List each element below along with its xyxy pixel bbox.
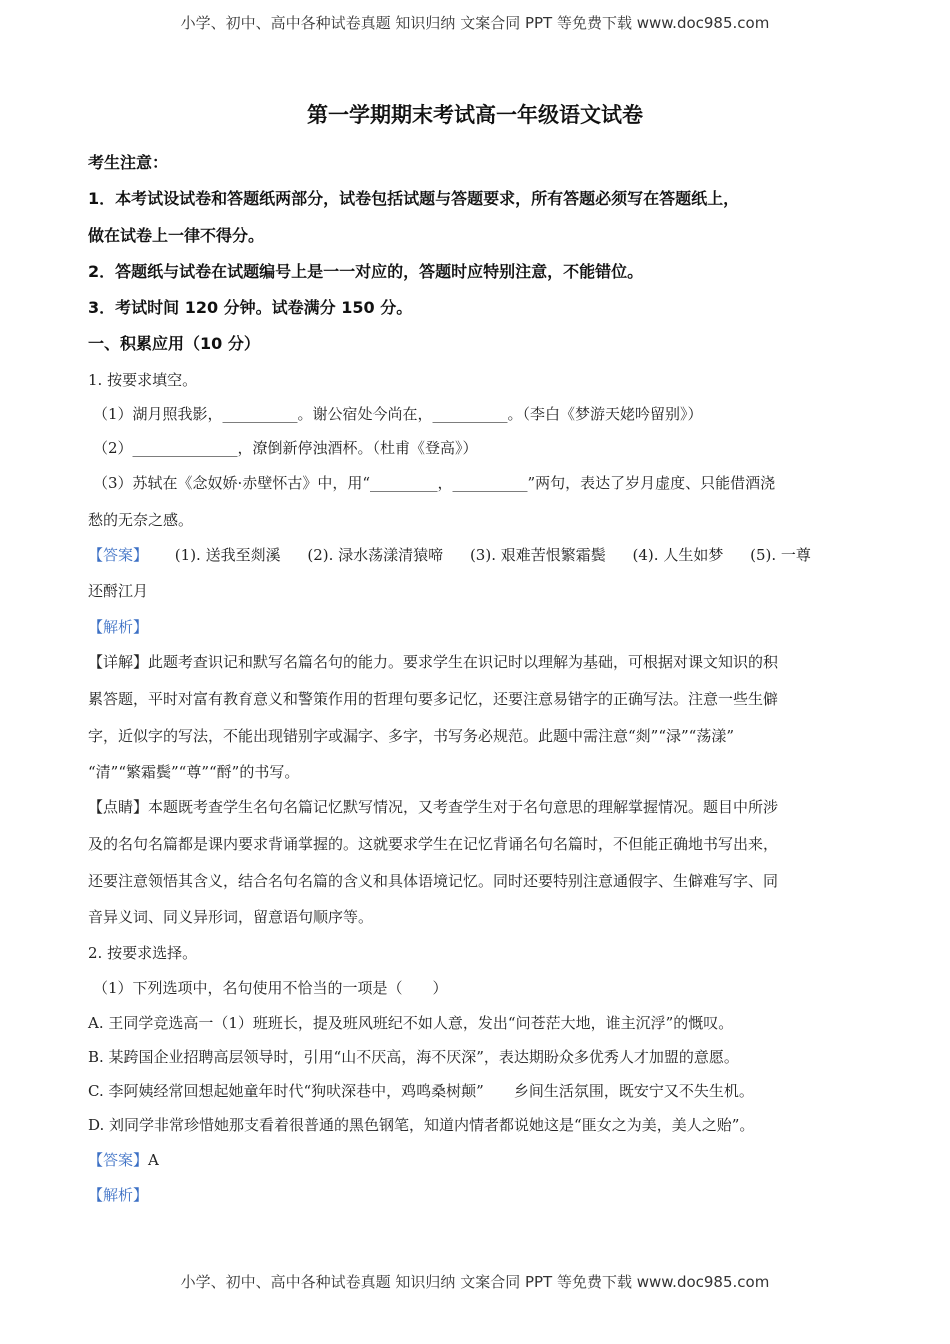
question-2-sub-1: （1）下列选项中，名句使用不恰当的一项是（ ） xyxy=(93,979,448,997)
exam-title: 第一学期期末考试高一年级语文试卷 xyxy=(307,103,643,127)
question-1-sub-1: （1）湖月照我影，__________。谢公宿处今尚在，__________。（李白《梦游天姥吟留别》） xyxy=(93,405,703,423)
answer-5: (5). 一尊 xyxy=(750,546,811,564)
question-1-sub-3: （3）苏轼在《念奴娇·赤壁怀古》中，用“_________，__________”两句，表达了岁月虚度、只能借酒浇 xyxy=(93,474,776,492)
comment-text-1: 本题既考查学生名句名篇记忆默写情况，又考查学生对于名句意思的理解掌握情况。题目中所涉 xyxy=(148,798,779,816)
question-1-answer xyxy=(88,545,868,565)
comment-tag: 【点睛】 xyxy=(88,798,149,816)
comment-text-2: 及的名句名篇都是课内要求背诵掌握的。这就要求学生在记忆背诵名句名篇时，不但能正确地书写出来， xyxy=(88,835,779,853)
question-1-stem: 1. 按要求填空。 xyxy=(88,371,198,389)
question-1-sub-3-cont: 愁的无奈之感。 xyxy=(88,511,194,529)
notice-item-3: 3．考试时间 120 分钟。试卷满分 150 分。 xyxy=(88,298,413,317)
option-b: B. 某跨国企业招聘高层领导时，引用“山不厌高，海不厌深”，表达期盼众多优秀人才加盟的意愿。 xyxy=(88,1048,739,1066)
option-d: D. 刘同学非常珍惜她那支看着很普通的黑色钢笔，知道内情者都说她这是“匪女之为美，美人之贻”。 xyxy=(88,1116,755,1134)
analysis-tag: 【解析】 xyxy=(88,1186,149,1204)
notice-heading: 考生注意： xyxy=(88,153,169,172)
answer-value: A xyxy=(148,1151,159,1169)
question-2-answer xyxy=(88,1150,868,1170)
analysis-tag: 【解析】 xyxy=(88,618,149,636)
answer-3: (3). 艰难苦恨繁霜鬓 xyxy=(469,546,606,564)
answer-tag: 【答案】 xyxy=(88,546,149,564)
page-header: 小学、初中、高中各种试卷真题 知识归纳 文案合同 PPT 等免费下载 www.doc985.com xyxy=(180,14,770,32)
option-c: C. 李阿姨经常回想起她童年时代“狗吠深巷中，鸡鸣桑树颠” 乡间生活氛围，既安宁又不失生机。 xyxy=(88,1082,754,1100)
question-2-stem: 2. 按要求选择。 xyxy=(88,944,198,962)
section-heading: 一、积累应用（10 分） xyxy=(88,334,260,353)
notice-item-1-cont: 做在试卷上一律不得分。 xyxy=(88,226,265,245)
question-1-sub-2: （2）______________，潦倒新停浊酒杯。（杜甫《登高》） xyxy=(93,439,478,457)
page-footer: 小学、初中、高中各种试卷真题 知识归纳 文案合同 PPT 等免费下载 www.doc985.com xyxy=(180,1273,770,1291)
notice-item-2: 2．答题纸与试卷在试题编号上是一一对应的，答题时应特别注意，不能错位。 xyxy=(88,262,644,281)
comment-text-4: 音异义词、同义异形词，留意语句顺序等。 xyxy=(88,908,374,926)
detail-text-1: 此题考查识记和默写名篇名句的能力。要求学生在识记时以理解为基础，可根据对课文知识的积 xyxy=(148,653,779,671)
detail-text-4: “清”“繁霜鬓”“尊”“酹”的书写。 xyxy=(88,763,300,781)
notice-item-1: 1．本考试设试卷和答题纸两部分，试卷包括试题与答题要求，所有答题必须写在答题纸上， xyxy=(88,189,740,208)
answer-2: (2). 渌水荡漾清猿啼 xyxy=(307,546,444,564)
answer-4: (4). 人生如梦 xyxy=(632,546,724,564)
comment-paragraph xyxy=(88,797,868,817)
question-1-answer-cont: 还酹江月 xyxy=(88,582,149,600)
answer-tag: 【答案】 xyxy=(88,1151,149,1169)
detail-text-3: 字，近似字的写法，不能出现错别字或漏字、多字，书写务必规范。此题中需注意“剡”“渌”“荡漾” xyxy=(88,727,735,745)
detail-tag: 【详解】 xyxy=(88,653,149,671)
comment-text-3: 还要注意领悟其含义，结合名句名篇的含义和具体语境记忆。同时还要特别注意通假字、生僻难写字、同 xyxy=(88,872,779,890)
option-a: A. 王同学竞选高一（1）班班长，提及班风班纪不如人意，发出“问苍茫大地，谁主沉浮”的慨叹。 xyxy=(88,1014,734,1032)
answer-1: (1). 送我至剡溪 xyxy=(174,546,281,564)
detail-text-2: 累答题，平时对富有教育意义和警策作用的哲理句要多记忆，还要注意易错字的正确写法。注意一些生僻 xyxy=(88,690,779,708)
detail-paragraph xyxy=(88,652,868,672)
